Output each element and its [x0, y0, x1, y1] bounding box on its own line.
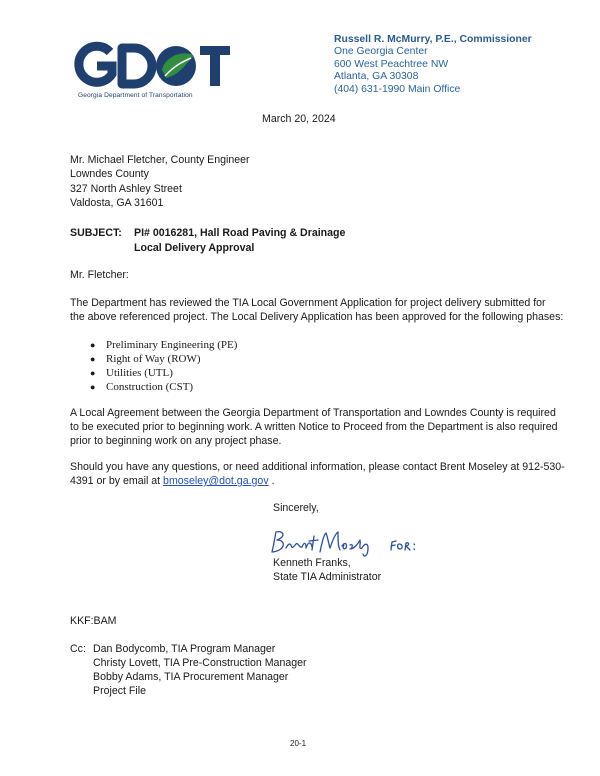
recipient-line: Lowndes County [70, 168, 149, 181]
paragraph-line: The Department has reviewed the TIA Local Government Application for project delivery submitted for [70, 297, 546, 309]
approved-phases-list [90, 338, 237, 394]
signature-drawing [268, 528, 428, 558]
subject-label: SUBJECT: [70, 227, 122, 239]
bullet-icon: ● [90, 354, 96, 364]
cc-label: Cc: [70, 643, 86, 655]
recipient-line: Mr. Michael Fletcher, County Engineer [70, 154, 250, 166]
email-link[interactable]: bmoseley@dot.ga.gov [163, 475, 269, 487]
bullet-icon: ● [90, 368, 96, 378]
salutation: Mr. Fletcher: [70, 269, 129, 281]
handwritten-signature [268, 528, 428, 558]
bullet-icon: ● [90, 382, 96, 392]
paragraph-agreement [70, 406, 558, 448]
phase-label: Preliminary Engineering (PE) [106, 339, 238, 351]
paragraph-line: Should you have any questions, or need additional information, please contact Brent Moseley at 912-530- [70, 461, 565, 473]
signer-block [273, 556, 381, 584]
subject-text [134, 226, 345, 255]
contact-suffix: . [268, 475, 275, 487]
cc-item: Dan Bodycomb, TIA Program Manager [93, 643, 276, 655]
commissioner-name: Russell R. McMurry, P.E., Commissioner [334, 34, 532, 45]
closing: Sincerely, [273, 502, 319, 514]
phase-item [90, 366, 237, 380]
cc-item: Bobby Adams, TIA Procurement Manager [93, 671, 289, 683]
recipient-line: Valdosta, GA 31601 [70, 196, 164, 209]
recipient-address [70, 153, 250, 210]
paragraph-contact [70, 460, 565, 488]
recipient-line: 327 North Ashley Street [70, 182, 182, 195]
letterhead-address-line: 600 West Peachtree NW [334, 58, 449, 70]
paragraph-line: to be executed prior to beginning work. A written Notice to Proceed from the Department is also required [70, 421, 558, 433]
reference-initials: KKF:BAM [70, 615, 117, 627]
letterhead-address-line: One Georgia Center [334, 46, 428, 58]
signer-name: Kenneth Franks, [273, 557, 351, 569]
letter-date: March 20, 2024 [262, 113, 336, 125]
gdot-logo-mark [70, 40, 230, 92]
signer-title: State TIA Administrator [273, 571, 382, 583]
paragraph-line: prior to beginning work on any project phase. [70, 435, 282, 447]
letterhead-phone-line: (404) 631-1990 Main Office [334, 83, 461, 95]
phase-label: Right of Way (ROW) [106, 353, 201, 365]
letterhead-address-line: Atlanta, GA 30308 [334, 71, 419, 83]
phase-label: Construction (CST) [106, 381, 194, 393]
paragraph-review [70, 296, 563, 325]
page-number: 20-1 [290, 739, 307, 748]
phase-item [90, 380, 237, 394]
letterhead-contact-block [334, 34, 532, 96]
bullet-icon: ● [90, 340, 96, 350]
subject-line: PI# 0016281, Hall Road Paving & Drainage [134, 227, 346, 239]
phase-label: Utilities (UTL) [106, 367, 173, 379]
cc-list [93, 642, 307, 698]
cc-item: Christy Lovett, TIA Pre-Construction Manager [93, 657, 307, 669]
cc-item: Project File [93, 685, 146, 697]
subject-line: Local Delivery Approval [134, 241, 255, 254]
paragraph-line: A Local Agreement between the Georgia Department of Transportation and Lowndes County is required [70, 407, 556, 419]
paragraph-line [70, 474, 565, 488]
phase-item [90, 338, 237, 352]
logo-caption: Georgia Department of Transportation [78, 92, 193, 99]
phase-item [90, 352, 237, 366]
paragraph-line: the above referenced project. The Local Delivery Application has been approved for the following phases: [70, 311, 564, 324]
contact-prefix: 4391 or by email at [70, 475, 164, 487]
